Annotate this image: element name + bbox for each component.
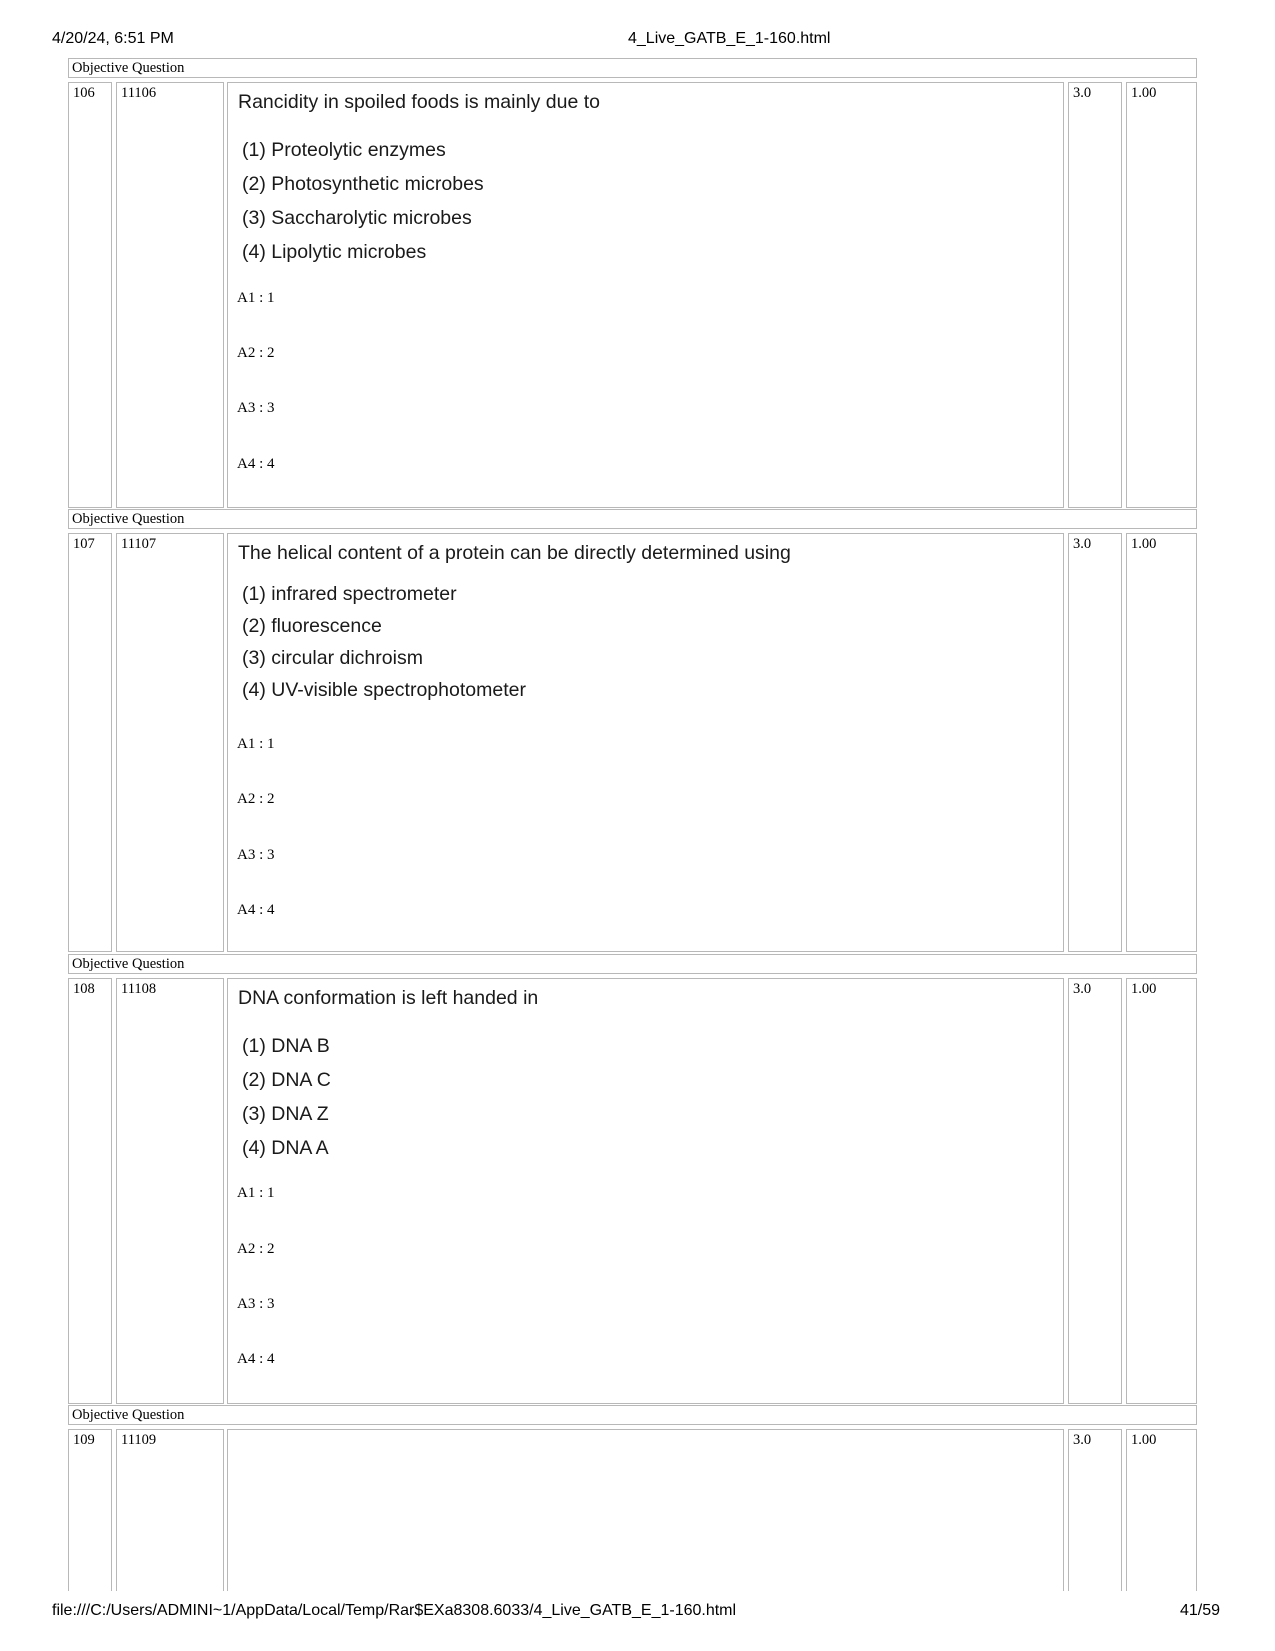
negative-marks-value: 1.00 xyxy=(1126,82,1197,508)
answer-key: A2 : 2 xyxy=(237,345,275,361)
option-list xyxy=(242,133,484,269)
file-path: file:///C:/Users/ADMINI~1/AppData/Local/Temp/Rar$EXa8308.6033/4_Live_GATB_E_1-160.html xyxy=(52,1602,737,1619)
answer-key: A3 : 3 xyxy=(237,400,275,416)
question-block xyxy=(66,58,1201,508)
page-number: 41/59 xyxy=(1180,1602,1221,1619)
answer-key: A3 : 3 xyxy=(237,1296,275,1312)
option-item: (4) DNA A xyxy=(242,1137,329,1159)
answer-key: A3 : 3 xyxy=(237,847,275,863)
answer-key: A2 : 2 xyxy=(237,791,275,807)
question-body xyxy=(227,1429,1064,1591)
question-type-label: Objective Question xyxy=(68,509,1197,529)
question-text: Rancidity in spoiled foods is mainly due to xyxy=(238,91,601,113)
option-item: (3) circular dichroism xyxy=(242,647,423,669)
answer-key: A1 : 1 xyxy=(237,736,275,752)
question-body xyxy=(227,82,1064,508)
option-item: (1) infrared spectrometer xyxy=(242,583,457,605)
question-type-label: Objective Question xyxy=(68,58,1197,78)
question-block xyxy=(66,954,1201,1404)
option-list xyxy=(242,1029,331,1165)
question-id: 11108 xyxy=(116,978,224,1404)
question-text: The helical content of a protein can be directly determined using xyxy=(238,542,791,564)
option-item: (4) Lipolytic microbes xyxy=(242,241,427,263)
question-id: 11106 xyxy=(116,82,224,508)
marks-value: 3.0 xyxy=(1068,82,1122,508)
option-list xyxy=(242,578,526,706)
marks-value: 3.0 xyxy=(1068,1429,1122,1591)
option-item: (1) DNA B xyxy=(242,1035,330,1057)
question-text: DNA conformation is left handed in xyxy=(238,987,539,1009)
serial-number: 107 xyxy=(68,533,112,952)
question-body xyxy=(227,533,1064,952)
marks-value: 3.0 xyxy=(1068,978,1122,1404)
question-block xyxy=(66,1405,1201,1591)
option-item: (1) Proteolytic enzymes xyxy=(242,139,446,161)
marks-value: 3.0 xyxy=(1068,533,1122,952)
answer-key: A4 : 4 xyxy=(237,902,275,918)
question-id: 11109 xyxy=(116,1429,224,1591)
question-id: 11107 xyxy=(116,533,224,952)
answer-key: A4 : 4 xyxy=(237,1351,275,1367)
question-block xyxy=(66,509,1201,953)
question-body xyxy=(227,978,1064,1404)
answer-key: A4 : 4 xyxy=(237,456,275,472)
negative-marks-value: 1.00 xyxy=(1126,1429,1197,1591)
option-item: (2) fluorescence xyxy=(242,615,382,637)
answer-key: A2 : 2 xyxy=(237,1241,275,1257)
question-type-label: Objective Question xyxy=(68,1405,1197,1425)
answer-key: A1 : 1 xyxy=(237,1185,275,1201)
print-datetime: 4/20/24, 6:51 PM xyxy=(52,30,174,47)
option-item: (3) Saccharolytic microbes xyxy=(242,207,472,229)
option-item: (4) UV-visible spectrophotometer xyxy=(242,679,526,701)
negative-marks-value: 1.00 xyxy=(1126,978,1197,1404)
serial-number: 106 xyxy=(68,82,112,508)
question-type-label: Objective Question xyxy=(68,954,1197,974)
answer-key: A1 : 1 xyxy=(237,290,275,306)
serial-number: 108 xyxy=(68,978,112,1404)
option-item: (3) DNA Z xyxy=(242,1103,329,1125)
negative-marks-value: 1.00 xyxy=(1126,533,1197,952)
serial-number: 109 xyxy=(68,1429,112,1591)
option-item: (2) Photosynthetic microbes xyxy=(242,173,484,195)
option-item: (2) DNA C xyxy=(242,1069,331,1091)
question-table xyxy=(66,58,1201,1591)
document-title: 4_Live_GATB_E_1-160.html xyxy=(628,30,831,47)
